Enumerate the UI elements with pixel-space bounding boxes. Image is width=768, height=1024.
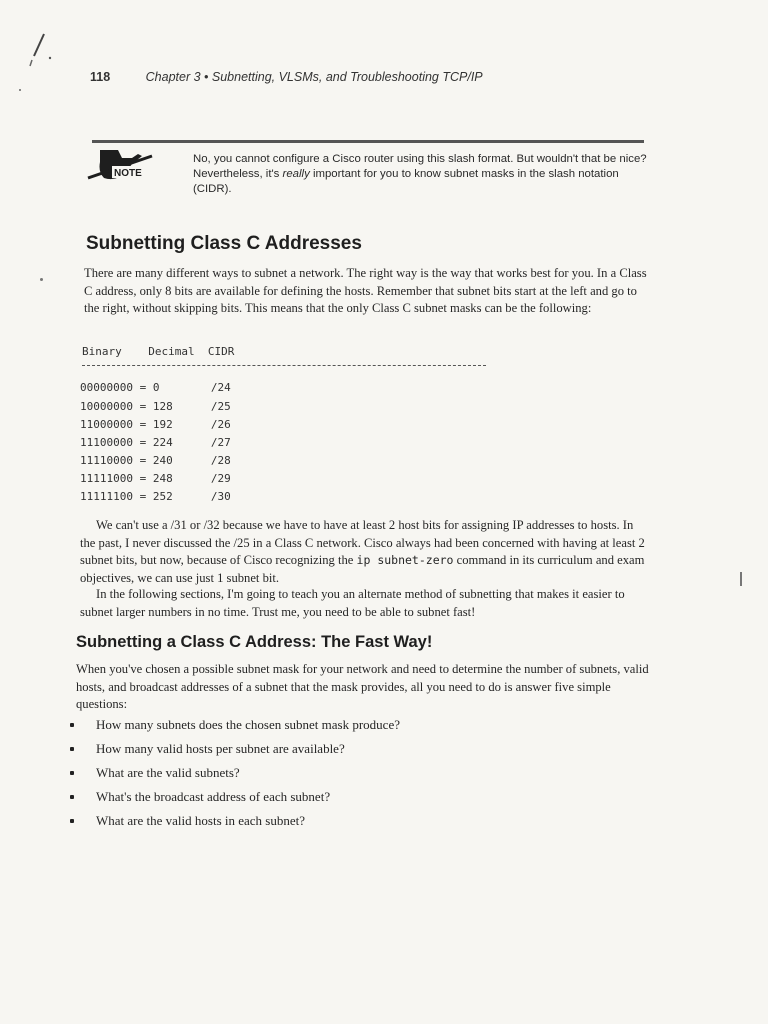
bullet-icon (70, 747, 74, 751)
bullet-icon (70, 795, 74, 799)
table-row: 11000000 = 192 /26 (80, 418, 231, 431)
list-item: How many subnets does the chosen subnet mask produce? (70, 716, 630, 740)
page-number: 118 (90, 70, 111, 84)
note-emphasis: really (282, 168, 310, 180)
table-row: 00000000 = 0 /24 (80, 381, 231, 394)
note-text: No, you cannot configure a Cisco router using this slash format. But wouldn't that be nice? Nevertheless, it's really important for you to know subnet masks in the slash notation (CIDR). (193, 153, 647, 195)
table-row: 11111100 = 252 /30 (80, 490, 231, 503)
table-row: 10000000 = 128 /25 (80, 400, 231, 413)
paragraph-cidr-limits: We can't use a /31 or /32 because we have to have at least 2 host bits for assigning IP addresses to hosts. In the past, I never discussed the /25 in a Class C network. Cisco always had been concerned with having at least 2 subnet bits, but now, because of Cisco recognizing the ip subnet-zero command in its curriculum and exam objectives, we can use just 1 subnet bit. (80, 518, 645, 585)
bullet-icon (70, 723, 74, 727)
scan-mark (740, 572, 742, 586)
note-icon-label: NOTE (114, 168, 142, 179)
question-list (70, 716, 630, 836)
list-item: What are the valid subnets? (70, 764, 630, 788)
section-intro: There are many different ways to subnet a network. The right way is the way that works best for you. In a Class C address, only 8 bits are available for defining the hosts. Remember that subnet bits start at the left and go to the right, without skipping bits. This means that the only Class C subnet masks can be the following: (84, 266, 647, 315)
subsection-heading: Subnetting a Class C Address: The Fast Way! (76, 633, 433, 651)
list-item: What are the valid hosts in each subnet? (70, 812, 630, 836)
table-row: 11110000 = 240 /28 (80, 454, 231, 467)
list-item: What's the broadcast address of each subnet? (70, 788, 630, 812)
subsection-intro: When you've chosen a possible subnet mask for your network and need to determine the number of subnets, valid hosts, and broadcast addresses of a subnet that the mask provides, all you need to do is answer five simple questions: (76, 662, 649, 711)
table-header (82, 345, 234, 358)
table-separator (82, 365, 486, 366)
list-item: How many valid hosts per subnet are available? (70, 740, 630, 764)
running-header (90, 70, 483, 84)
bullet-icon (70, 819, 74, 823)
note-rule (92, 140, 644, 143)
bullet-icon (70, 771, 74, 775)
scan-mark (40, 278, 43, 281)
paragraph-fast-method: In the following sections, I'm going to teach you an alternate method of subnetting that makes it easier to subnet larger numbers in no time. Trust me, you need to be able to subnet fast! (80, 587, 625, 619)
chapter-title: Chapter 3 • Subnetting, VLSMs, and Troubleshooting TCP/IP (145, 70, 483, 84)
section-heading: Subnetting Class C Addresses (86, 233, 362, 254)
col-decimal: Decimal (148, 345, 195, 358)
col-binary: Binary (82, 345, 122, 358)
table-row: 11100000 = 224 /27 (80, 436, 231, 449)
col-cidr: CIDR (207, 345, 235, 358)
inline-code: ip subnet-zero (356, 553, 454, 567)
table-row: 11111000 = 248 /29 (80, 472, 231, 485)
note-icon (86, 148, 158, 188)
pen-mark-decoration (12, 30, 62, 100)
